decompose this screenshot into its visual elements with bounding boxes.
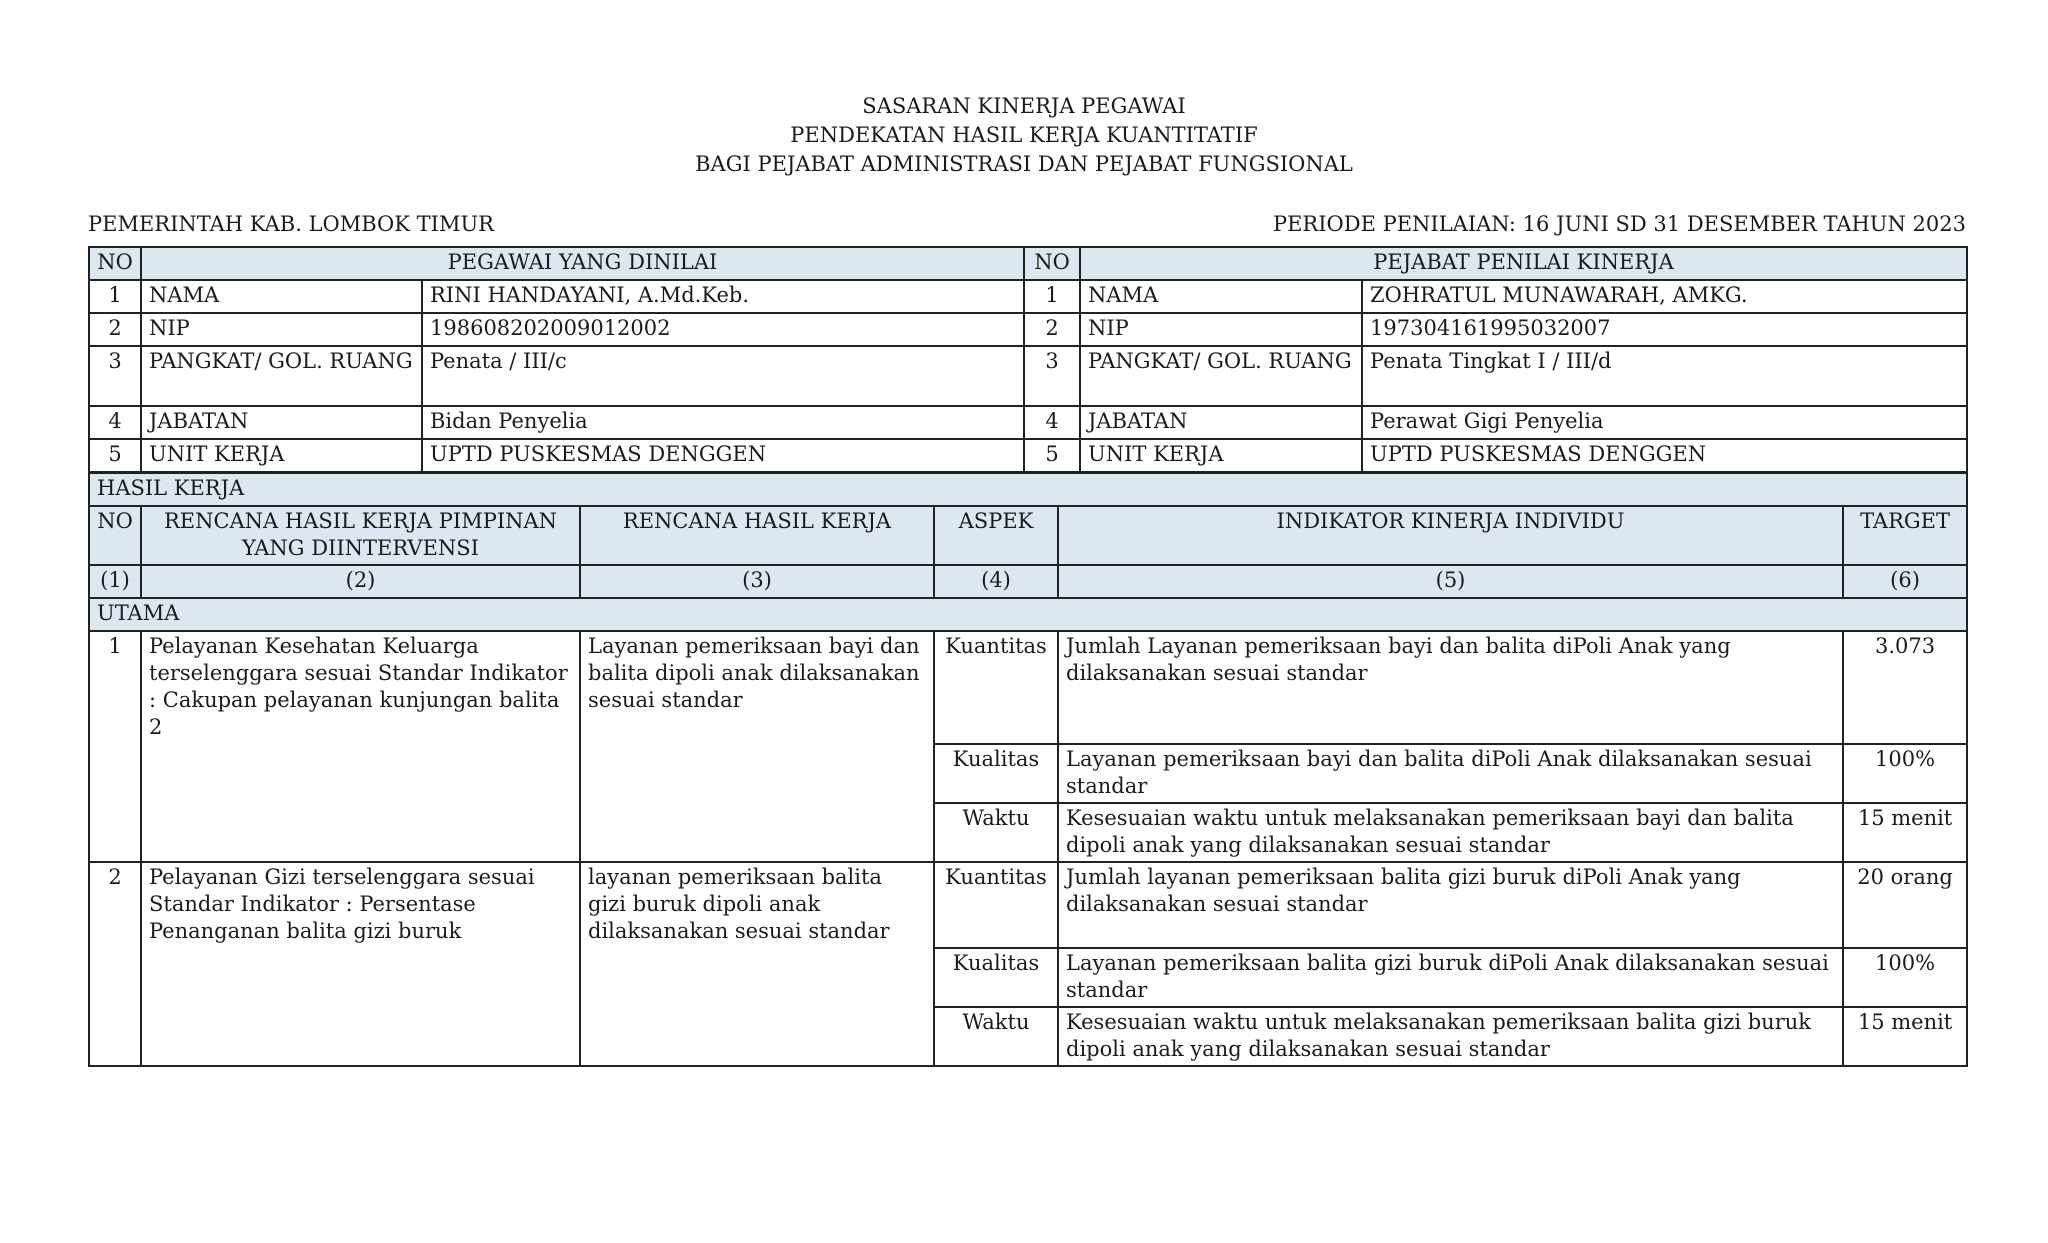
item-number: 1 (89, 631, 141, 862)
col-number: (6) (1843, 565, 1967, 598)
assessment-period: PERIODE PENILAIAN: 16 JUNI SD 31 DESEMBER TAHUN 2023 (1272, 212, 1966, 236)
pegawai-header: PEGAWAI YANG DINILAI (141, 247, 1024, 280)
field-label: NAMA (1080, 280, 1362, 313)
pejabat-value: ZOHRATUL MUNAWARAH, AMKG. (1362, 280, 1967, 313)
field-label: PANGKAT/ GOL. RUANG (141, 346, 422, 406)
indikator-cell: Jumlah layanan pemeriksaan balita gizi buruk diPoli Anak yang dilaksanakan sesuai standar (1058, 862, 1843, 948)
col-header-pimpinan: RENCANA HASIL KERJA PIMPINAN YANG DIINTERVENSI (141, 506, 580, 565)
row-number: 1 (1024, 280, 1080, 313)
field-label: UNIT KERJA (1080, 439, 1362, 472)
rencana-cell: layanan pemeriksaan balita gizi buruk dipoli anak dilaksanakan sesuai standar (580, 862, 934, 1066)
column-number-row (89, 565, 1967, 598)
aspek-cell: Kuantitas (934, 631, 1058, 744)
col-header-no: NO (89, 506, 141, 565)
aspek-cell: Kualitas (934, 744, 1058, 803)
indikator-cell: Jumlah Layanan pemeriksaan bayi dan balita diPoli Anak yang dilaksanakan sesuai standar (1058, 631, 1843, 744)
identity-row (89, 406, 1967, 439)
row-number: 3 (89, 346, 141, 406)
indikator-cell: Layanan pemeriksaan balita gizi buruk diPoli Anak dilaksanakan sesuai standar (1058, 948, 1843, 1007)
target-cell: 20 orang (1843, 862, 1967, 948)
identity-row (89, 439, 1967, 472)
section-hasil-kerja: HASIL KERJA (89, 473, 1967, 506)
section-utama: UTAMA (89, 598, 1967, 631)
government-label: PEMERINTAH KAB. LOMBOK TIMUR (88, 212, 494, 236)
row-number: 1 (89, 280, 141, 313)
row-number: 2 (1024, 313, 1080, 346)
col-number: (1) (89, 565, 141, 598)
document-title (0, 92, 2048, 179)
aspek-cell: Waktu (934, 1007, 1058, 1066)
pegawai-value: RINI HANDAYANI, A.Md.Keb. (422, 280, 1024, 313)
title-line-2: PENDEKATAN HASIL KERJA KUANTITATIF (790, 123, 1258, 147)
table-row (89, 631, 1967, 744)
col-number: (3) (580, 565, 934, 598)
title-line-1: SASARAN KINERJA PEGAWAI (862, 94, 1186, 118)
pimpinan-cell: Pelayanan Kesehatan Keluarga terselenggara sesuai Standar Indikator : Cakupan pelayanan kunjungan balita 2 (141, 631, 580, 862)
identity-row (89, 280, 1967, 313)
target-cell: 100% (1843, 948, 1967, 1007)
title-line-3: BAGI PEJABAT ADMINISTRASI DAN PEJABAT FUNGSIONAL (695, 152, 1353, 176)
identity-header-row (89, 247, 1967, 280)
row-number: 4 (89, 406, 141, 439)
target-cell: 15 menit (1843, 803, 1967, 862)
indikator-cell: Kesesuaian waktu untuk melaksanakan pemeriksaan balita gizi buruk dipoli anak yang dilaksanakan sesuai standar (1058, 1007, 1843, 1066)
hasil-kerja-table (88, 472, 1968, 1067)
col-number: (5) (1058, 565, 1843, 598)
pejabat-no-header: NO (1024, 247, 1080, 280)
col-header-rencana: RENCANA HASIL KERJA (580, 506, 934, 565)
target-cell: 15 menit (1843, 1007, 1967, 1066)
pegawai-no-header: NO (89, 247, 141, 280)
pegawai-value: Bidan Penyelia (422, 406, 1024, 439)
row-number: 3 (1024, 346, 1080, 406)
identity-table (88, 246, 1968, 473)
pegawai-value: 198608202009012002 (422, 313, 1024, 346)
column-header-row (89, 506, 1967, 565)
aspek-cell: Kualitas (934, 948, 1058, 1007)
identity-row (89, 346, 1967, 406)
item-number: 2 (89, 862, 141, 1066)
target-cell: 100% (1843, 744, 1967, 803)
field-label: PANGKAT/ GOL. RUANG (1080, 346, 1362, 406)
indikator-cell: Kesesuaian waktu untuk melaksanakan pemeriksaan bayi dan balita dipoli anak yang dilaksanakan sesuai standar (1058, 803, 1843, 862)
field-label: JABATAN (141, 406, 422, 439)
row-number: 5 (89, 439, 141, 472)
section-row (89, 473, 1967, 506)
field-label: NIP (141, 313, 422, 346)
pimpinan-cell: Pelayanan Gizi terselenggara sesuai Standar Indikator : Persentase Penanganan balita gizi buruk (141, 862, 580, 1066)
row-number: 4 (1024, 406, 1080, 439)
col-header-aspek: ASPEK (934, 506, 1058, 565)
pejabat-header: PEJABAT PENILAI KINERJA (1080, 247, 1967, 280)
field-label: UNIT KERJA (141, 439, 422, 472)
field-label: NIP (1080, 313, 1362, 346)
pegawai-value: UPTD PUSKESMAS DENGGEN (422, 439, 1024, 472)
row-number: 2 (89, 313, 141, 346)
aspek-cell: Waktu (934, 803, 1058, 862)
rencana-cell: Layanan pemeriksaan bayi dan balita dipoli anak dilaksanakan sesuai standar (580, 631, 934, 862)
indikator-cell: Layanan pemeriksaan bayi dan balita diPoli Anak dilaksanakan sesuai standar (1058, 744, 1843, 803)
pejabat-value: Perawat Gigi Penyelia (1362, 406, 1967, 439)
col-header-target: TARGET (1843, 506, 1967, 565)
pejabat-value: Penata Tingkat I / III/d (1362, 346, 1967, 406)
col-header-indikator: INDIKATOR KINERJA INDIVIDU (1058, 506, 1843, 565)
section-row (89, 598, 1967, 631)
aspek-cell: Kuantitas (934, 862, 1058, 948)
pegawai-value: Penata / III/c (422, 346, 1024, 406)
field-label: JABATAN (1080, 406, 1362, 439)
identity-row (89, 313, 1967, 346)
target-cell: 3.073 (1843, 631, 1967, 744)
pejabat-value: UPTD PUSKESMAS DENGGEN (1362, 439, 1967, 472)
row-number: 5 (1024, 439, 1080, 472)
col-number: (4) (934, 565, 1058, 598)
col-number: (2) (141, 565, 580, 598)
table-row (89, 862, 1967, 948)
pejabat-value: 197304161995032007 (1362, 313, 1967, 346)
field-label: NAMA (141, 280, 422, 313)
